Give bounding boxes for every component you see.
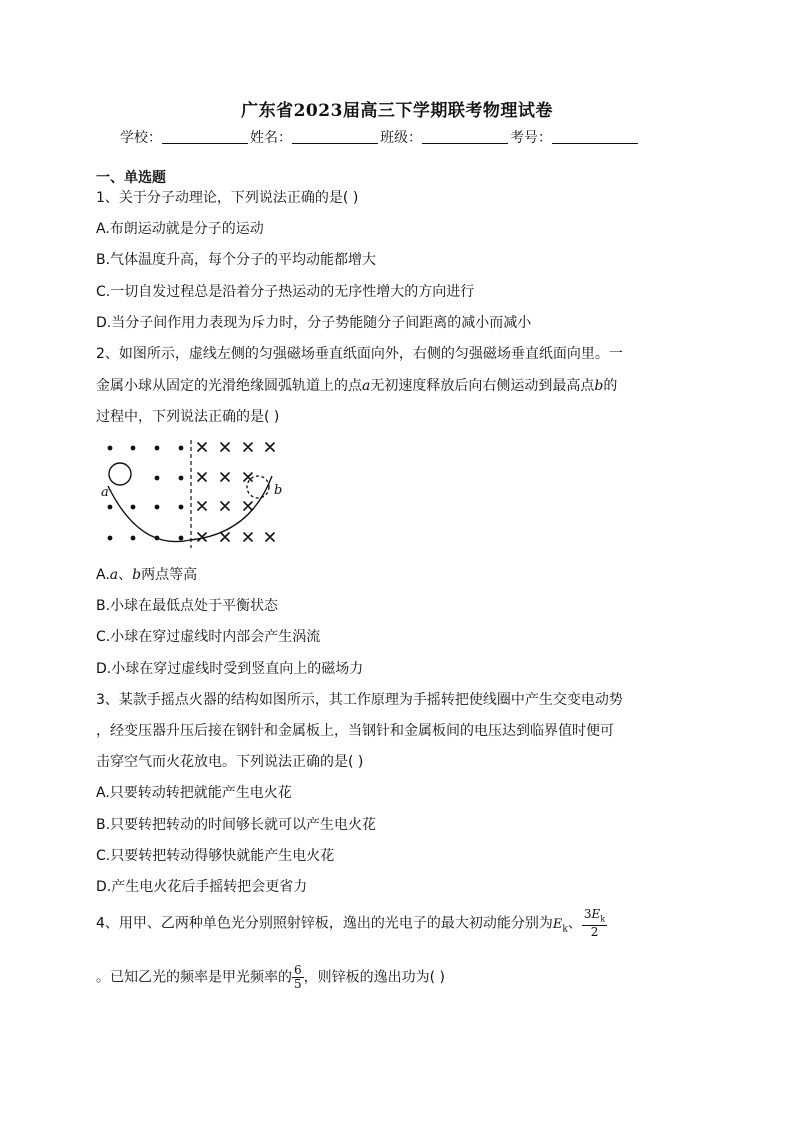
q3-stem-line2: ，经变压器升压后接在钢针和金属板上，当钢针和金属板间的电压达到临界值时便可 — [96, 723, 614, 739]
field-out-dots — [108, 446, 184, 541]
q4-stem-line2: 。已知乙光的频率是甲光频率的 $\frac{6}{5}$ ，则锌板的逸出功为( ) — [96, 963, 446, 991]
q3-stem-line3: 击穿空气而火花放电。下列说法正确的是( ) — [96, 754, 364, 770]
school-blank — [162, 129, 248, 144]
q2-option-c: C.小球在穿过虚线时内部会产生涡流 — [96, 629, 321, 645]
name-label: 姓名： — [250, 130, 292, 146]
q2-stem-line1: 2、如图所示，虚线左侧的匀强磁场垂直纸面向外，右侧的匀强磁场垂直纸面向里。一 — [96, 346, 623, 362]
q3-option-c: C.只要转把转动得够快就能产生电火花 — [96, 848, 335, 864]
class-blank — [422, 129, 508, 144]
q1-option-b: B.气体温度升高，每个分子的平均动能都增大 — [96, 252, 377, 268]
class-label: 班级： — [380, 130, 422, 146]
q2-stem-line2: 金属小球从固定的光滑绝缘圆弧轨道上的点a无初速度释放后向右侧运动到最高点b的 — [96, 378, 618, 394]
q2-option-a: A.a、b两点等高 — [96, 567, 198, 583]
q1-option-a: A.布朗运动就是分子的运动 — [96, 221, 264, 237]
name-blank — [292, 129, 378, 144]
school-label: 学校： — [120, 130, 162, 146]
ball-start — [109, 463, 131, 485]
q2-stem-line3: 过程中，下列说法正确的是( ) — [96, 409, 280, 425]
q2-magnetic-field-figure — [100, 436, 290, 552]
exam-number-blank — [552, 129, 638, 144]
q3-option-d: D.产生电火花后手摇转把会更省力 — [96, 879, 308, 895]
q3-option-a: A.只要转动转把就能产生电火花 — [96, 785, 292, 801]
q2-option-b: B.小球在最低点处于平衡状态 — [96, 598, 279, 614]
figure-label-b: b — [274, 483, 283, 498]
q1-option-c: C.一切自发过程总是沿着分子热运动的无序性增大的方向进行 — [96, 284, 475, 300]
fraction-3ek-over-2: $\frac{3E_k}{2}$ — [583, 907, 606, 940]
q3-option-b: B.只要转把转动的时间够长就可以产生电火花 — [96, 817, 377, 833]
point-b-label: b — [594, 378, 604, 394]
q1-stem: 1、关于分子动理论，下列说法正确的是( ) — [96, 190, 359, 206]
q3-stem-line1: 3、某款手摇点火器的结构如图所示，其工作原理为手摇转把使线圈中产生交变电动势 — [96, 692, 623, 708]
figure-label-a: a — [101, 485, 109, 500]
point-a-label: a — [362, 378, 371, 394]
exam-number-label: 考号： — [510, 130, 552, 146]
ek-symbol: $E_k$ — [552, 916, 568, 935]
student-info-row — [120, 127, 640, 147]
q2-option-d: D.小球在穿过虚线时受到竖直向上的磁场力 — [96, 661, 364, 677]
field-in-crosses — [198, 443, 274, 541]
fraction-6-over-5: $\frac{6}{5}$ — [294, 963, 302, 991]
q4-stem-line1: 4、用甲、乙两种单色光分别照射锌板，逸出的光电子的最大初动能分别为$E_k$、 $\frac{3E_k}{2}$ — [96, 907, 606, 940]
exam-title: 广东省2023届高三下学期联考物理试卷 — [241, 101, 553, 121]
q1-option-d: D.当分子间作用力表现为斥力时，分子势能随分子间距离的减小而减小 — [96, 315, 532, 331]
section-heading: 一、单选题 — [96, 170, 166, 186]
